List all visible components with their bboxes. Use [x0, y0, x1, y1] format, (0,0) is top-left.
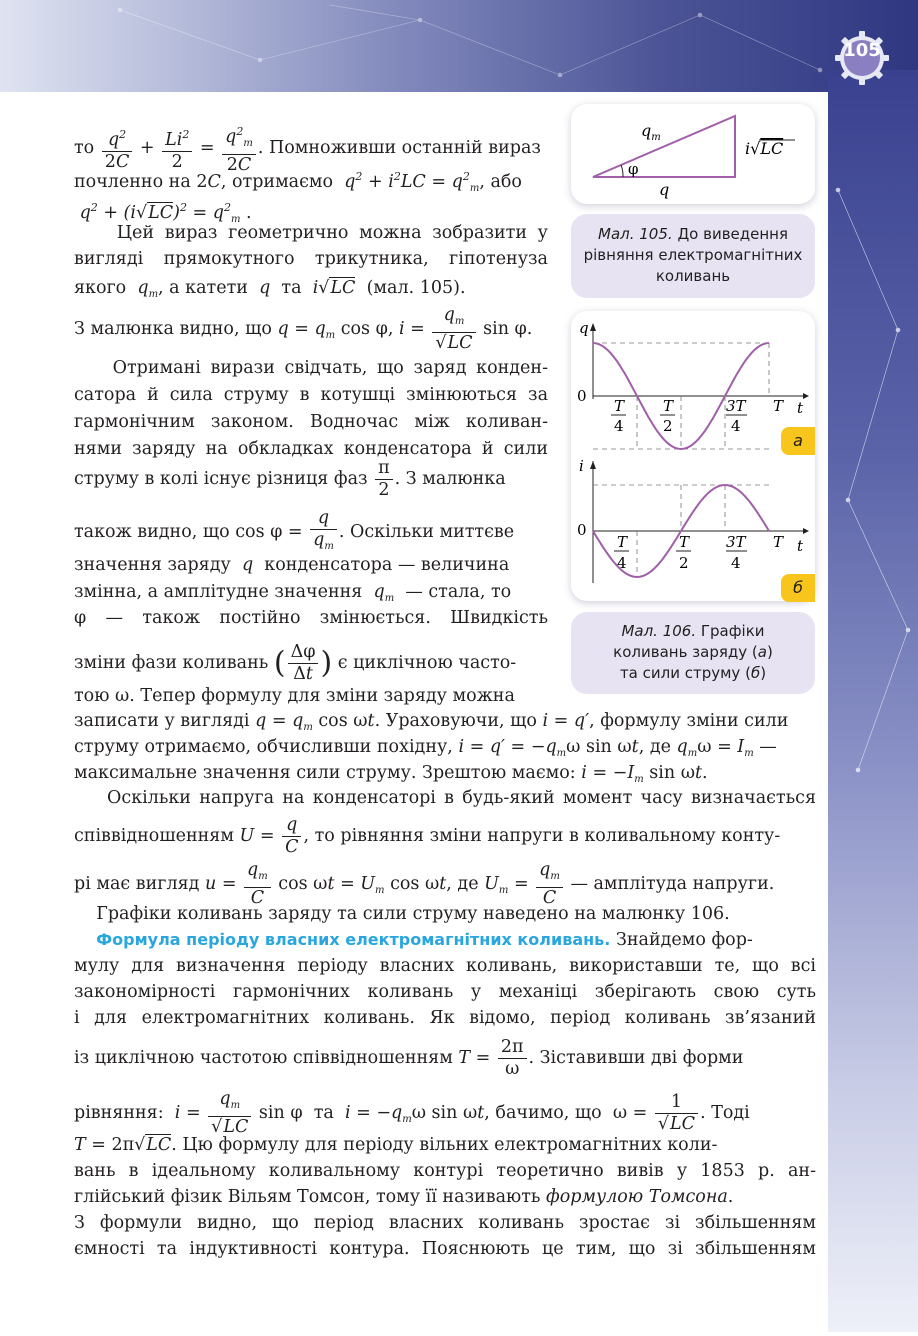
base-label: q — [659, 180, 670, 199]
text-span: З малюнка видно, що — [74, 319, 272, 339]
text-span: глійський фізик Вільям Томсон, тому її називають — [74, 1187, 541, 1207]
text-span: Цей вираз геометрично можна зобразити у — [116, 223, 548, 243]
text-span: . Цю формулу для періоду вільних електромагнітних коли- — [171, 1135, 718, 1155]
q-axis-label: q — [579, 319, 589, 337]
figure-106-caption-text-4: та сили струму ( — [619, 664, 751, 682]
tick-3T4-num-b: 3T — [726, 533, 746, 551]
text-line: З формули видно, що період власних коливань зростає зі збільшенням — [74, 1213, 816, 1233]
text-span: значення заряду — [74, 555, 231, 575]
text-span: то — [74, 138, 95, 158]
formula: $\frac{q^2}{2C}$ — [102, 124, 133, 173]
formula: $\frac{\Delta\varphi}{\Delta t}$ — [288, 642, 319, 685]
text-span: записати у вигляді — [74, 711, 250, 731]
graph-b-tag: б — [781, 574, 815, 602]
text-span: струму отримаємо, обчисливши похідну, — [74, 737, 453, 757]
text-span: співвідношенням — [74, 826, 234, 846]
figure-105-caption-text: До виведення рівняння електромагнітних коливань — [583, 225, 803, 285]
text-line: φ — також постійно змінюється. Швидкість — [74, 608, 548, 628]
text-line — [74, 926, 816, 954]
text-span: та — [313, 1103, 334, 1123]
formula: $\frac{q_m}{C}$ — [536, 860, 563, 909]
figure-106-caption-b: б — [750, 664, 761, 682]
text-line — [74, 1183, 733, 1211]
text-line: рівняння: i = $\frac{q_m}{√LC}$ sin φ та $i = -q_m\omega$ sin ωt, бачимо, що ω = $\frac{1}{√LC}$ . Тоді — [74, 1089, 750, 1137]
text-line: нями заряду на обкладках конденсатора й сили — [74, 439, 548, 459]
text-span: Графіки коливань заряду та сили струму наведено на малюнку 106. — [96, 904, 730, 924]
text-span: максимальне значення сили струму. Зрештою маємо: — [74, 763, 576, 783]
figure-105-caption — [571, 214, 815, 298]
figure-106-caption-text-5: ) — [760, 664, 767, 682]
text-line: співвідношенням U = $\frac{q}{C}$ , то рівняння зміни напруги в коливальному конту- — [74, 815, 781, 857]
tick-T4-num-a: T — [614, 397, 625, 415]
formula: $\frac{q^2_m}{2C}$ — [222, 121, 256, 176]
side-network-decoration — [828, 70, 918, 1332]
formula: $\frac{2\pi}{\omega}$ — [498, 1037, 527, 1080]
figure-105-card — [571, 104, 815, 204]
text-span: , отримаємо — [220, 172, 334, 192]
text-line: і для електромагнітних коливань. Як відомо, період коливань зв’язаний — [74, 1008, 816, 1028]
text-line: тою ω. Тепер формулу для зміни заряду можна — [74, 686, 515, 706]
tick-T2-den-b: 2 — [679, 554, 689, 572]
formula: $\frac{q_m}{√LC}$ — [208, 1089, 251, 1138]
text-line: зміни фази коливань ( $\frac{\Delta\varphi}{\Delta t}$ ) є циклічною часто- — [74, 642, 517, 684]
text-line: вань в ідеальному коливальному контурі теоретично вивів у 1853 р. ан- — [74, 1161, 816, 1181]
text-line: максимальне значення сили струму. Зрештою маємо: $i = -I_m$ sin ωt. — [74, 763, 708, 785]
text-span: , формулу зміни сили — [589, 711, 789, 731]
graph-a-tag: а — [781, 427, 815, 455]
text-span: . Ураховуючи, що — [374, 711, 537, 731]
angle-label: φ — [628, 160, 639, 178]
text-line: вигляді прямокутного трикутника, гіпотенуза — [74, 249, 548, 269]
text-span: . З малюнка — [394, 469, 506, 489]
text-span: Отримані вирази свідчать, що заряд конден- — [112, 358, 548, 378]
text-line: рі має вигляд u = $\frac{q_m}{C}$ $\cos \omega t = U_m$ cos ωt, де $U_m$ = $\frac{q_m}{C}$ — амплітуда напруги. — [74, 860, 775, 908]
text-span: якого — [74, 278, 127, 298]
right-triangle-diagram — [571, 104, 815, 204]
text-line: то $\frac{q^2}{2C}$ + $\frac{Li^2}{2}$ = $\frac{q^2_m}{2C}$ . Помноживши останній вираз — [74, 121, 541, 176]
formula: $\frac{1}{√LC}$ — [655, 1092, 698, 1135]
tick-T-b: T — [773, 533, 784, 551]
tick-3T4-num-a: 3T — [726, 397, 746, 415]
text-span: Оскільки напруга на конденсаторі в будь-який момент часу визначається — [107, 788, 816, 808]
tick-T-a: T — [773, 397, 784, 415]
text-span: рі має вигляд — [74, 874, 200, 894]
text-span: , то рівняння зміни напруги в коливальному конту- — [303, 826, 781, 846]
text-span: , де — [638, 737, 671, 757]
oscillation-graphs — [571, 311, 815, 601]
text-span: , або — [479, 172, 522, 192]
page-number: 105 — [843, 40, 881, 61]
text-span: формулою Томсона — [546, 1187, 728, 1207]
text-span: струму в колі існує різниця фаз — [74, 469, 368, 489]
text-span: (мал. 105). — [366, 278, 466, 298]
text-line: ємності та індуктивності контура. Пояснюють це тим, що зі збільшенням — [74, 1239, 816, 1259]
text-line: почленно на 2C, отримаємо $q^2 + i^2LC = q^2_m$, або — [74, 170, 522, 194]
text-span: конденсатора — величина — [264, 555, 510, 575]
leg-label: i√LC — [745, 139, 784, 158]
text-line: сатора й сила струму в котушці змінюються за — [74, 385, 548, 405]
formula: $\frac{q}{q_m}$ — [310, 508, 337, 557]
text-span: зміни фази коливань — [74, 653, 269, 673]
formula: $\frac{q_m}{√LC}$ — [432, 305, 475, 354]
side-decoration-strip — [828, 70, 918, 1332]
figure-106-caption-text-2: коливань заряду ( — [613, 643, 758, 661]
figure-106-caption — [571, 612, 815, 694]
text-span: , а катети — [158, 278, 248, 298]
text-span: є циклічною часто- — [337, 653, 517, 673]
text-span: також видно, що — [74, 522, 230, 542]
text-line: якого $q_m$, а катети q та i√LC (мал. 105). — [74, 278, 466, 300]
text-span: , бачимо, що — [484, 1103, 602, 1123]
text-line — [74, 458, 506, 501]
text-line: значення заряду q конденсатора — величина — [74, 555, 510, 575]
charge-graph — [577, 319, 809, 449]
text-line — [74, 354, 548, 382]
formula: $\frac{q}{C}$ — [282, 815, 301, 858]
text-span: змінна, а амплітудне значення — [74, 582, 363, 602]
tick-T2-num-a: T — [663, 397, 674, 415]
tick-T4-den-b: 4 — [617, 554, 627, 572]
tick-T2-num-b: T — [679, 533, 690, 551]
text-span: та — [281, 278, 302, 298]
t-axis-label-a: t — [797, 399, 804, 417]
hypotenuse-label: $q_m$ — [641, 121, 661, 143]
section-heading: Формула періоду власних електромагнітних коливань. — [96, 930, 611, 949]
text-span: Знайдемо фор- — [615, 930, 753, 950]
page-header-banner — [0, 0, 918, 92]
text-span: — амплітуда напруги. — [570, 874, 775, 894]
tick-3T4-den-a: 4 — [731, 417, 741, 435]
text-line: мулу для визначення періоду власних коливань, використавши те, що всі — [74, 956, 816, 976]
formula: $\frac{q_m}{C}$ — [244, 860, 271, 909]
text-span: . — [727, 1187, 734, 1207]
text-span: — стала, то — [405, 582, 512, 602]
text-line: З малюнка видно, що $q = q_m$ cos φ, i = $\frac{q_m}{√LC}$ sin φ. — [74, 305, 533, 353]
figure-106-caption-text-1: Графіки — [700, 622, 765, 640]
formula: $\frac{Li^2}{2}$ — [162, 124, 192, 173]
figure-106-caption-text-3: ) — [766, 643, 773, 661]
text-span: рівняння: — [74, 1103, 164, 1123]
text-span: почленно на 2 — [74, 172, 208, 192]
text-line: записати у вигляді $q = q_m$ cos ωt. Ураховуючи, що i = q′, формулу зміни сили — [74, 711, 789, 733]
text-span: . Тоді — [700, 1103, 750, 1123]
zero-label-b: 0 — [577, 521, 587, 539]
text-line: із циклічною частотою співвідношенням T = $\frac{2\pi}{\omega}$ . Зіставивши дві форми — [74, 1037, 744, 1079]
banner-network-decoration — [0, 0, 918, 92]
tick-T4-num-b: T — [617, 533, 628, 551]
text-line: також видно, що cos φ = $\frac{q}{q_m}$ . Оскільки миттєве — [74, 508, 514, 557]
text-line: закономірності гармонічних коливань у механіці зберігають свою суть — [74, 982, 816, 1002]
text-line: змінна, а амплітудне значення $q_m$ — стала, то — [74, 582, 512, 604]
figure-105-caption-label: Мал. 105. — [598, 225, 673, 243]
text-line: T = 2π√LC. Цю формулу для періоду вільних електромагнітних коли- — [74, 1135, 718, 1155]
text-span: , де — [446, 874, 479, 894]
text-span: . Оскільки миттєве — [338, 522, 515, 542]
text-line: $q^2 + (i√LC)^2 = q^2_m$ . — [74, 201, 252, 225]
current-graph — [577, 457, 809, 583]
t-axis-label-b: t — [797, 537, 804, 555]
text-span: . Помноживши останній вираз — [257, 138, 541, 158]
figure-106-caption-a: а — [757, 643, 767, 661]
figure-106-caption-label: Мал. 106. — [621, 622, 697, 640]
zero-label-a: 0 — [577, 387, 587, 405]
text-span: . Зіставивши дві форми — [528, 1048, 744, 1068]
text-span: — — [759, 737, 777, 757]
text-line — [74, 219, 548, 247]
text-line: гармонічним законом. Водночас між коливан- — [74, 412, 548, 432]
formula: $\frac{\pi}{2}$ — [375, 458, 393, 501]
tick-T4-den-a: 4 — [614, 417, 624, 435]
figure-106-card — [571, 311, 815, 601]
text-line: струму отримаємо, обчисливши похідну, $i = q' = -q_m\omega$ sin ωt, де $q_m\omega = I_m$ — — [74, 737, 777, 759]
text-line — [74, 900, 730, 928]
text-line — [74, 784, 816, 812]
i-axis-label: i — [579, 457, 584, 475]
tick-3T4-den-b: 4 — [731, 554, 741, 572]
text-span: із циклічною частотою співвідношенням — [74, 1048, 453, 1068]
tick-T2-den-a: 2 — [663, 417, 673, 435]
